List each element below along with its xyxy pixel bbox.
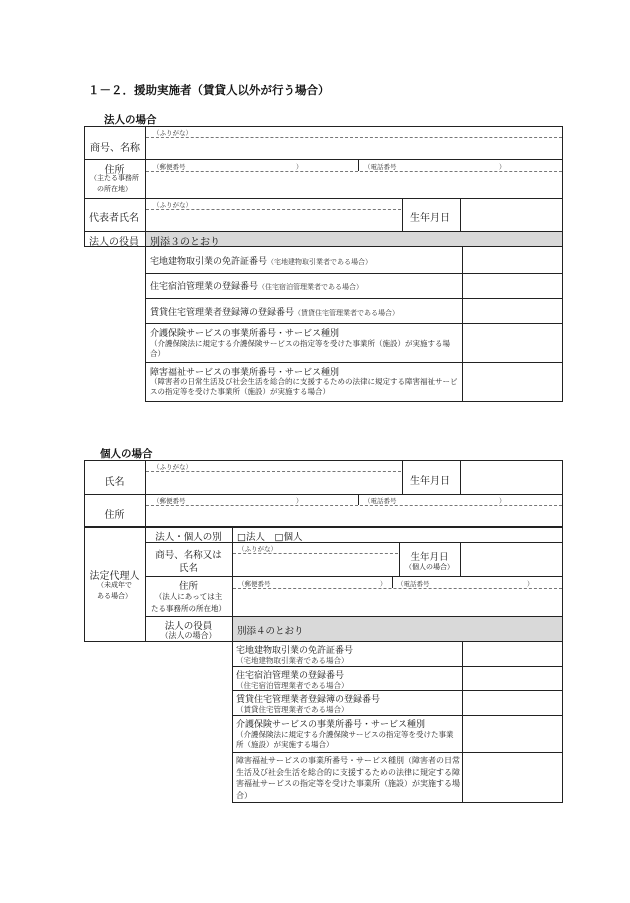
ind-officers-label: 法人の役員 (164, 621, 213, 632)
corp-license-2 (150, 279, 363, 292)
corp-rep-furigana: （ふりがな） (153, 201, 192, 209)
ind-address-label: 住所 (104, 510, 125, 521)
legal-rep-sub-1: （未成年で (97, 581, 132, 589)
ind-birthdate-label: 生年月日 (410, 476, 450, 487)
ind-phone-label: （電話番号 (364, 497, 397, 505)
ind-license-4-main: 介護保険サービスの事業所番号・サービス種別 (236, 720, 426, 730)
corp-postal-close: ） (296, 163, 303, 171)
corp-license-5-main: 障害福祉サービスの事業所番号・サービス種別 (150, 368, 340, 378)
corp-license-1 (150, 254, 372, 267)
type-options[interactable]: □法人 □個人 (237, 532, 303, 543)
corp-trade-name-label: 商号、名称 (90, 143, 140, 154)
corp-birthdate-label: 生年月日 (410, 213, 450, 224)
legal-rep-address-label: 住所 (178, 581, 198, 592)
corporate-title: 法人の場合 (104, 114, 157, 126)
type-label: 法人・個人の別 (155, 532, 222, 543)
ind-furigana: （ふりがな） (153, 463, 192, 471)
ind-license-5: 障害福祉サービスの事業所番号・サービス種別（障害者の日常生活及び社会生活を総合的に支援するための法律に規定する障害福祉サービスの指定等を受けた事業所（施設）が実施する場合） (236, 756, 460, 800)
legal-rep-address-sub-1: （法人にあっては主 (154, 592, 223, 601)
corp-license-1-sub: （宅地建物取引業者である場合） (267, 258, 373, 266)
trade-or-name-label-2: 氏名 (178, 563, 198, 574)
corp-license-3 (150, 305, 399, 318)
legal-rep-phone-label: （電話番号 (397, 580, 430, 588)
legal-rep-postal-close: ） (380, 580, 387, 588)
corp-license-2-main: 住宅宿泊管理業の登録番号 (150, 282, 259, 292)
ind-license-3-sub: （賃貸住宅管理業者である場合） (236, 705, 349, 714)
ind-license-1-main: 宅地建物取引業の免許証番号 (236, 646, 354, 656)
ind-officers-note: （法人の場合） (160, 631, 217, 640)
section-title: １－２．援助実施者（賃貸人以外が行う場合） (88, 83, 330, 97)
legal-rep-birthdate-label: 生年月日 (410, 552, 449, 563)
ind-postal-close: ） (296, 497, 303, 505)
corp-license-3-main: 賃貸住宅管理業者登録簿の登録番号 (150, 308, 295, 318)
corp-officers-value: 別添３のとおり (150, 237, 220, 248)
legal-rep-address-sub-2: たる事務所の所在地） (151, 604, 226, 613)
corp-address-label: 住所 (104, 165, 125, 176)
corp-rep-name-label: 代表者氏名 (89, 213, 139, 224)
corp-license-5-sub: （障害者の日常生活及び社会生活を総合的に支援するための法律に規定する障害福祉サービスの指定等を受けた事業所（施設）が実施する場合） (150, 377, 458, 396)
corp-officers-label: 法人の役員 (89, 237, 139, 248)
legal-rep-label: 法定代理人 (89, 571, 140, 582)
corp-furigana: （ふりがな） (153, 129, 192, 137)
corp-license-4-sub: （介護保険法に規定する介護保険サービスの指定等を受けた事業所（施設）が実施する場合） (150, 339, 450, 358)
corp-license-1-main: 宅地建物取引業の免許証番号 (150, 257, 268, 267)
corp-license-4-main: 介護保険サービスの事業所番号・サービス種別 (150, 329, 340, 339)
corp-phone-close: ） (499, 163, 506, 171)
ind-license-4-sub: （介護保険法に規定する介護保険サービスの指定等を受けた事業所（施設）が実施する場合） (236, 730, 454, 749)
corp-postal-label: （郵便番号 (153, 163, 186, 171)
ind-license-3-main: 賃貸住宅管理業者登録簿の登録番号 (236, 695, 381, 705)
individual-title: 個人の場合 (100, 448, 153, 460)
legal-rep-postal-label: （郵便番号 (238, 580, 271, 588)
legal-rep-birthdate-note: （個人の場合） (405, 563, 454, 571)
trade-or-name-label: 商号、名称又は (155, 550, 222, 561)
corp-license-3-sub: （賃貸住宅管理業者である場合） (294, 309, 400, 317)
ind-officers-value: 別添４のとおり (237, 626, 304, 637)
corp-license-2-sub: （住宅宿泊管理業者である場合） (258, 283, 364, 291)
ind-name-label: 氏名 (104, 477, 125, 488)
legal-rep-phone-close: ） (527, 580, 534, 588)
legal-rep-furigana: （ふりがな） (238, 545, 277, 553)
ind-postal-label: （郵便番号 (153, 497, 186, 505)
corp-address-sub-1: （主たる事務所 (90, 174, 139, 182)
corp-address-sub-2: の所在地） (97, 185, 132, 193)
corp-phone-label: （電話番号 (364, 163, 397, 171)
ind-license-2-sub: （住宅宿泊管理業者である場合） (236, 681, 349, 690)
ind-phone-close: ） (499, 497, 506, 505)
ind-license-2-main: 住宅宿泊管理業の登録番号 (236, 671, 345, 681)
ind-license-1-sub: （宅地建物取引業者である場合） (236, 656, 349, 665)
legal-rep-sub-2: ある場合） (97, 592, 132, 600)
